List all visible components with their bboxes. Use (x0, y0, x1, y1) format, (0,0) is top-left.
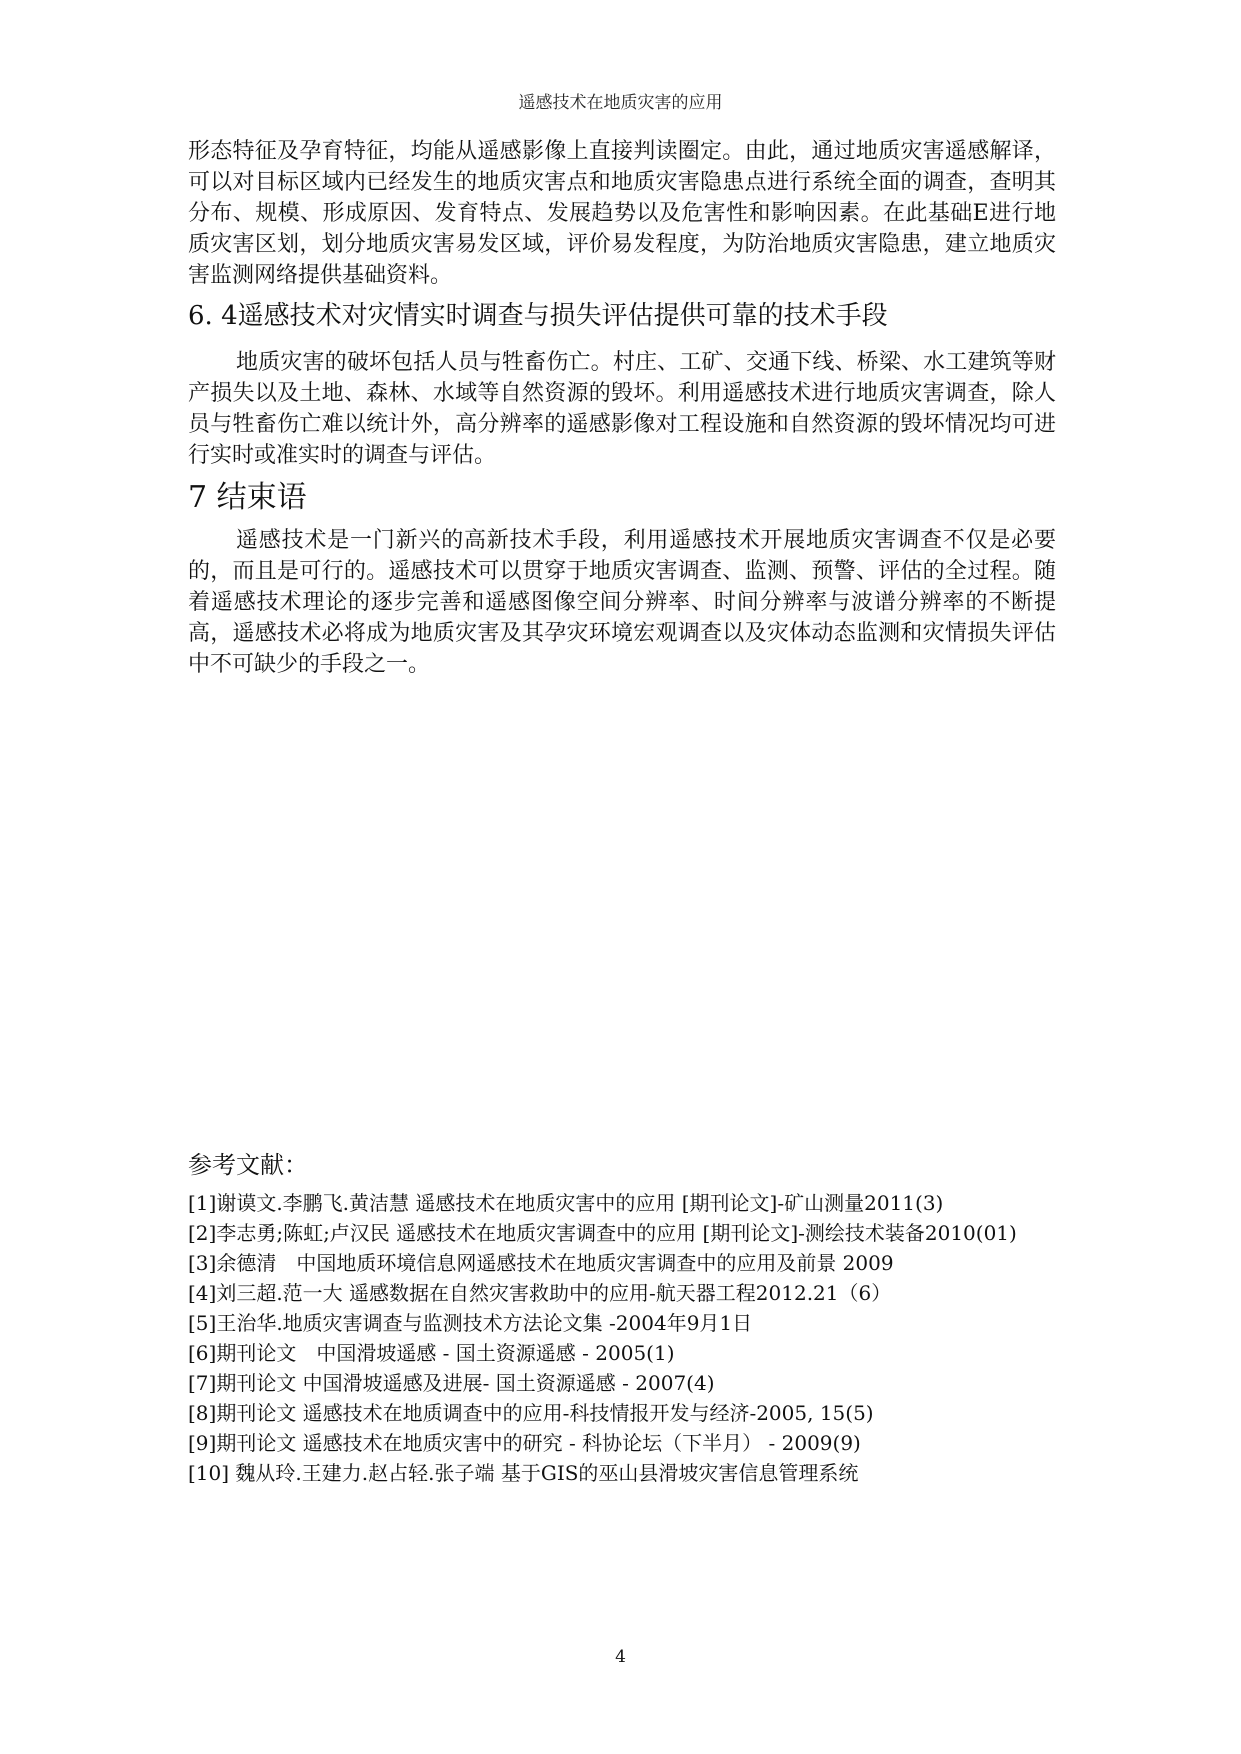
intro-paragraph: 形态特征及孕育特征，均能从遥感影像上直接判读圈定。由此，通过地质灾害遥感解译，可以对目标区域内已经发生的地质灾害点和地质灾害隐患点进行系统全面的调查，查明其分布、规模、形成原因、发育特点、发展趋势以及危害性和影响因素。在此基础E进行地质灾害区划，划分地质灾害易发区域，评价易发程度，为防治地质灾害隐患，建立地质灾害监测网络提供基础资料。 (188, 139, 1056, 288)
section-6-4-heading: 6. 4遥感技术对灾情实时调查与损失评估提供可靠的技术手段 (188, 301, 888, 331)
references-title: 参考文献： (188, 1151, 308, 1179)
reference-item: [6]期刊论文 中国滑坡遥感 - 国土资源遥感 - 2005(1) (188, 1341, 675, 1365)
page-number: 4 (615, 1647, 626, 1667)
reference-item: [7]期刊论文 中国滑坡遥感及进展- 国土资源遥感 - 2007(4) (188, 1371, 715, 1395)
main-text (188, 136, 1056, 680)
section-6-4-paragraph: 地质灾害的破坏包括人员与牲畜伤亡。村庄、工矿、交通下线、桥梁、水工建筑等财产损失以及土地、森林、水域等自然资源的毁坏。利用遥感技术进行地质灾害调查，除人员与牲畜伤亡难以统计外，高分辨率的遥感影像对工程设施和自然资源的毁坏情况均可进行实时或准实时的调查与评估。 (188, 350, 1056, 468)
reference-item: [9]期刊论文 遥感技术在地质灾害中的研究 - 科协论坛（下半月） - 2009(9) (188, 1431, 861, 1455)
reference-item: [8]期刊论文 遥感技术在地质调查中的应用-科技情报开发与经济-2005, 15(5) (188, 1401, 874, 1425)
section-7-paragraph: 遥感技术是一门新兴的高新技术手段，利用遥感技术开展地质灾害调查不仅是必要的，而且是可行的。遥感技术可以贯穿于地质灾害调查、监测、预警、评估的全过程。随着遥感技术理论的逐步完善和遥感图像空间分辨率、时间分辨率与波谱分辨率的不断提高，遥感技术必将成为地质灾害及其孕灾环境宏观调查以及灾体动态监测和灾情损失评估中不可缺少的手段之一。 (188, 528, 1056, 677)
reference-item: [1]谢谟文.李鹏飞.黄洁慧 遥感技术在地质灾害中的应用 [期刊论文]-矿山测量2011(3) (188, 1191, 944, 1215)
reference-item: [3]余德清 中国地质环境信息网遥感技术在地质灾害调查中的应用及前景 2009 (188, 1251, 894, 1275)
references-list (188, 1188, 1068, 1488)
running-header: 遥感技术在地质灾害的应用 (518, 93, 723, 113)
reference-item: [4]刘三超.范一大 遥感数据在自然灾害救助中的应用-航天器工程2012.21（6） (188, 1281, 892, 1305)
reference-item: [10] 魏从玲.王建力.赵占轻.张子端 基于GIS的巫山县滑坡灾害信息管理系统 (188, 1461, 859, 1485)
reference-item: [2]李志勇;陈虹;卢汉民 遥感技术在地质灾害调查中的应用 [期刊论文]-测绘技术装备2010(01) (188, 1221, 1017, 1245)
reference-item: [5]王治华.地质灾害调查与监测技术方法论文集 -2004年9月1日 (188, 1311, 753, 1335)
section-7-heading: 7 结束语 (188, 480, 307, 515)
